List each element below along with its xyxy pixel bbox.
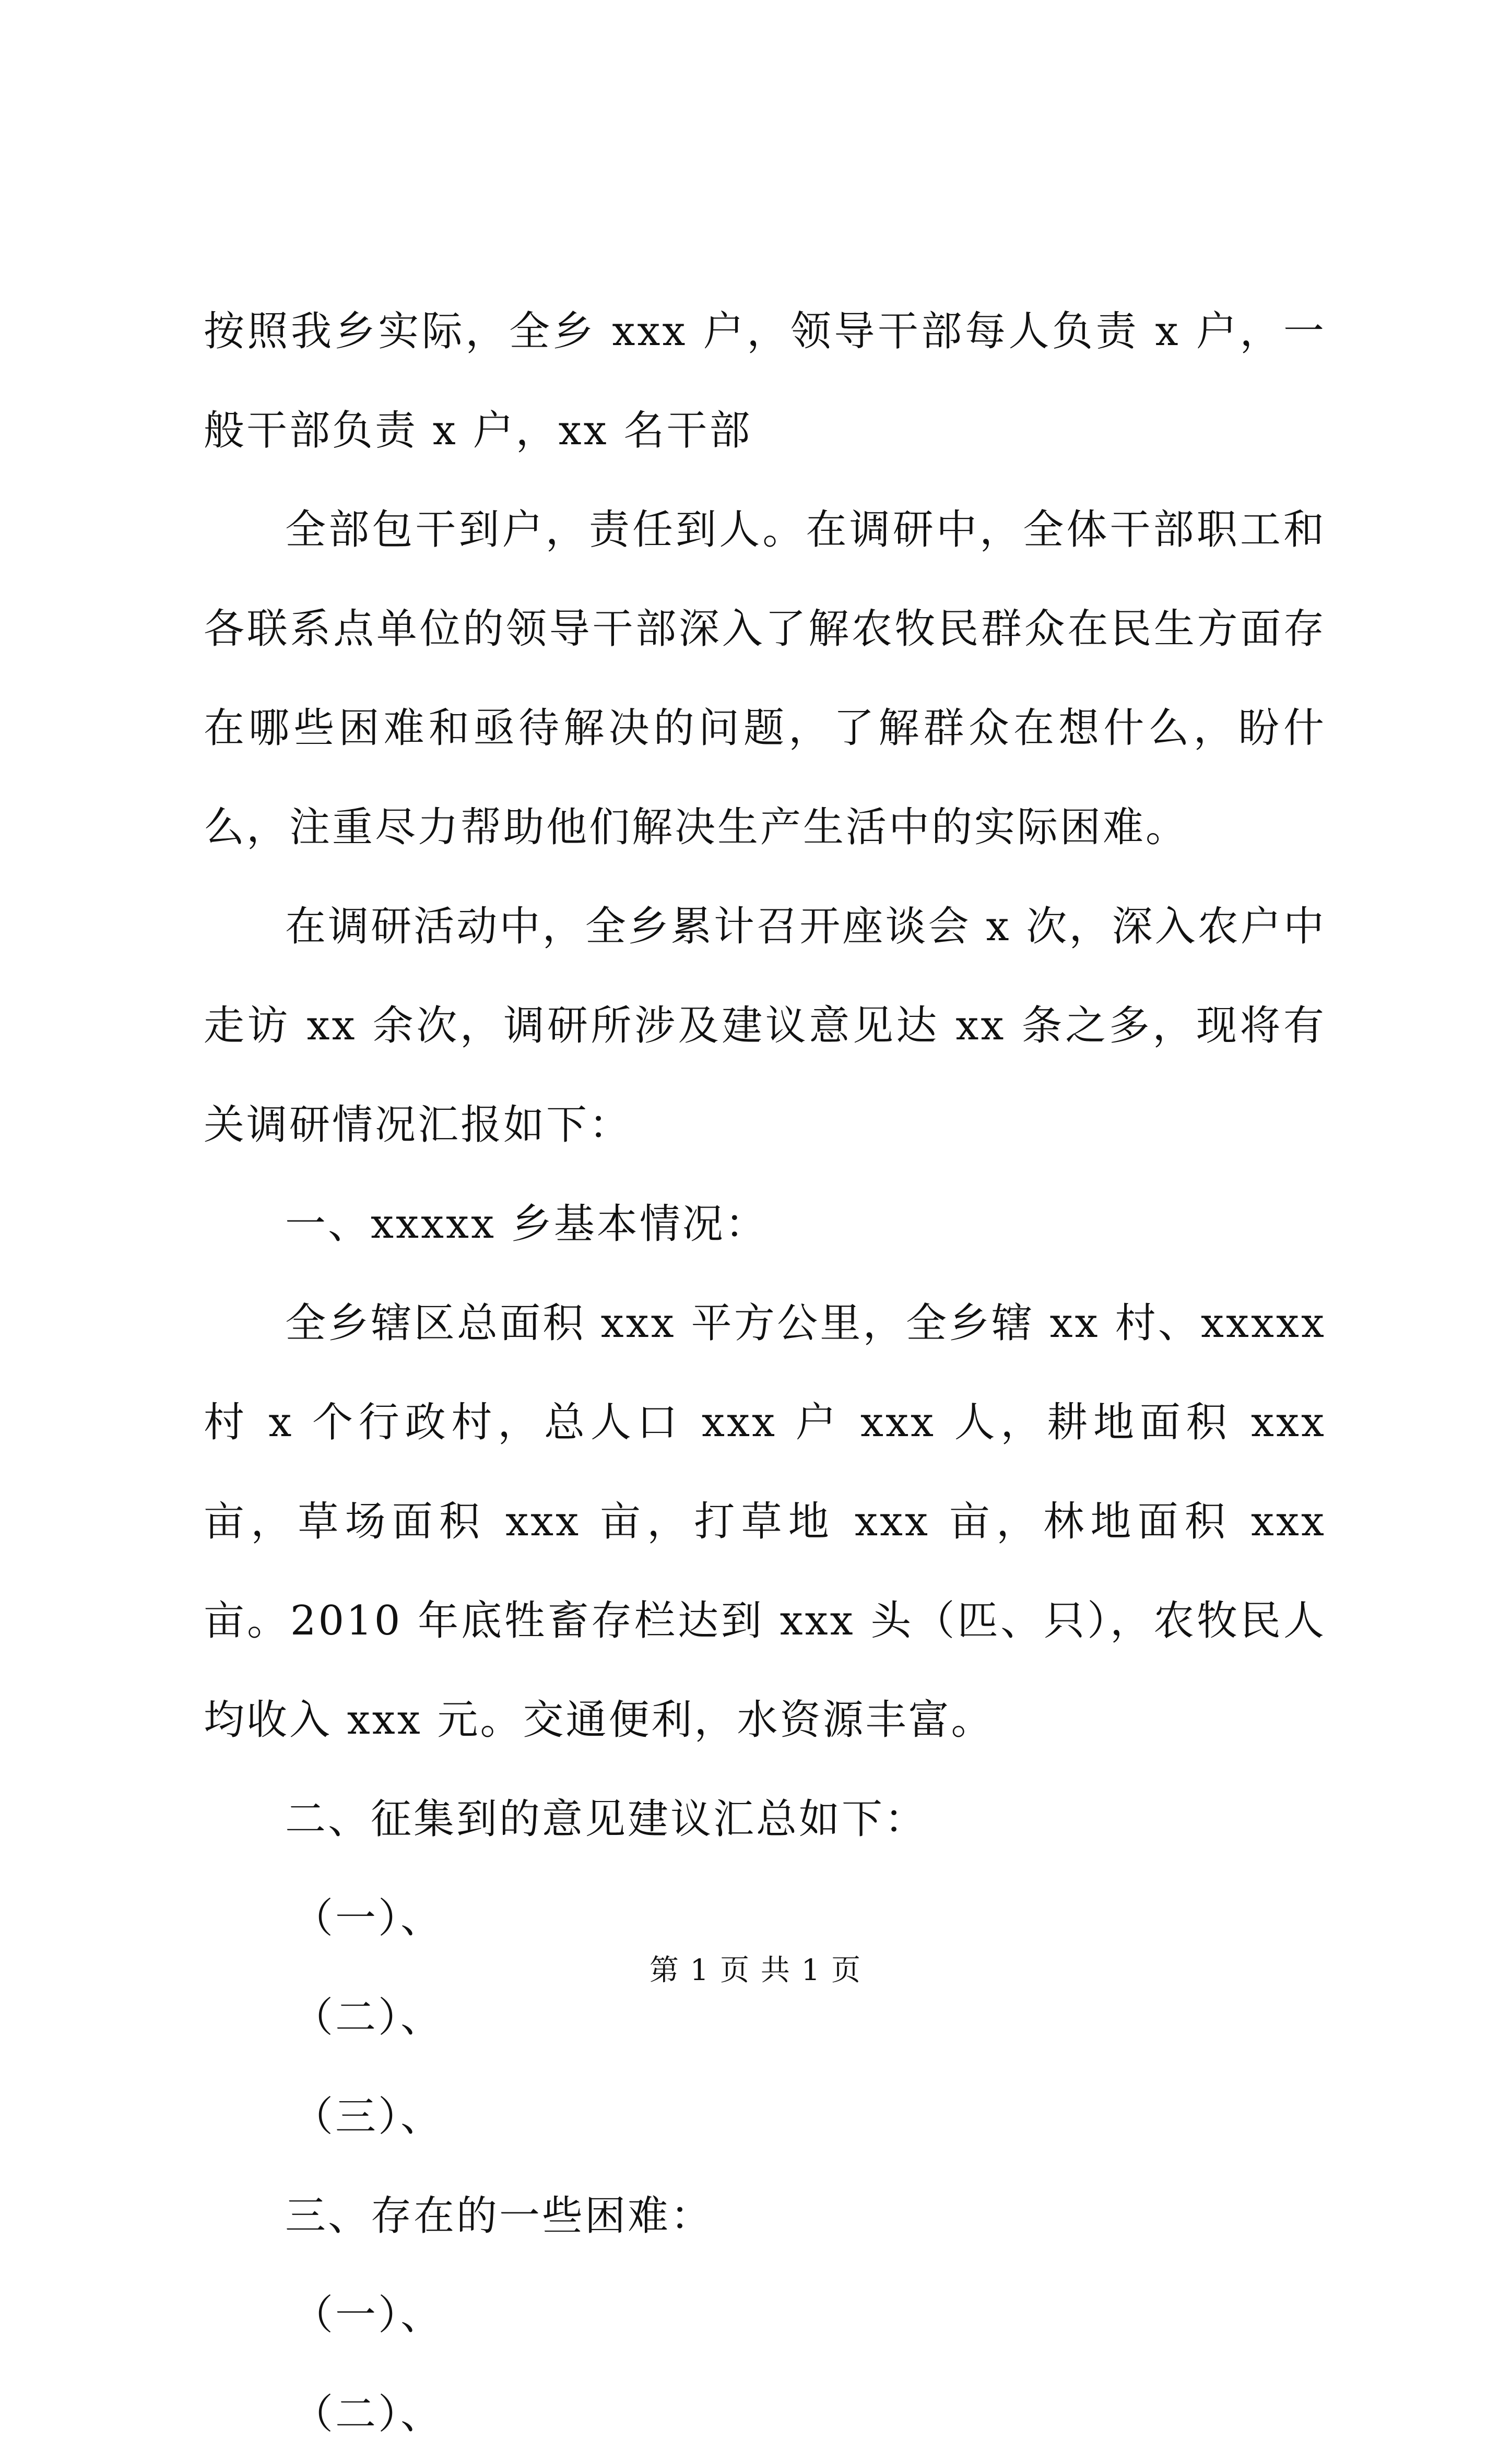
paragraph-2: 全部包干到户，责任到人。在调研中，全体干部职工和各联系点单位的领导干部深入了解农牧民群众在民生方面存在哪些困难和亟待解决的问题，了解群众在想什么，盼什么，注重尽力帮助他们解决生产生活中的实际困难。 [204, 506, 1326, 851]
paragraph-1: 按照我乡实际，全乡 xxx 户，领导干部每人负责 x 户，一般干部负责 x 户，xx 名干部 [204, 308, 1326, 454]
section-heading-3: 三、存在的一些困难： [285, 2193, 714, 2240]
list-item: （二）、 [292, 2391, 444, 2438]
section-heading-1: 一、xxxxx 乡基本情况： [285, 1201, 768, 1248]
paragraph-3: 在调研活动中，全乡累计召开座谈会 x 次，深入农户中走访 xx 余次，调研所涉及建议意见达 xx 条之多，现将有关调研情况汇报如下： [204, 903, 1326, 1148]
page-number-label: 第 1 页 共 1 页 [649, 1953, 862, 1987]
list-item: （二）、 [292, 1994, 444, 2041]
list-item: （一）、 [292, 2292, 444, 2339]
list-item: （三）、 [292, 2093, 444, 2140]
document-body [204, 282, 1326, 2464]
paragraph-4: 全乡辖区总面积 xxx 平方公里，全乡辖 xx 村、xxxxx 村 x 个行政村，总人口 xxx 户 xxx 人，耕地面积 xxx 亩，草场面积 xxx 亩，打草地 xxx 亩，林地面积 xxx 亩。2010 年底牲畜存栏达到 xxx 头（匹、只），农牧民人均收入 xxx 元。交通便利，水资源丰富。 [204, 1300, 1326, 1744]
page-footer [0, 1950, 1511, 1992]
list-item: （一）、 [292, 1895, 444, 1942]
section-heading-2: 二、征集到的意见建议汇总如下： [285, 1796, 928, 1843]
